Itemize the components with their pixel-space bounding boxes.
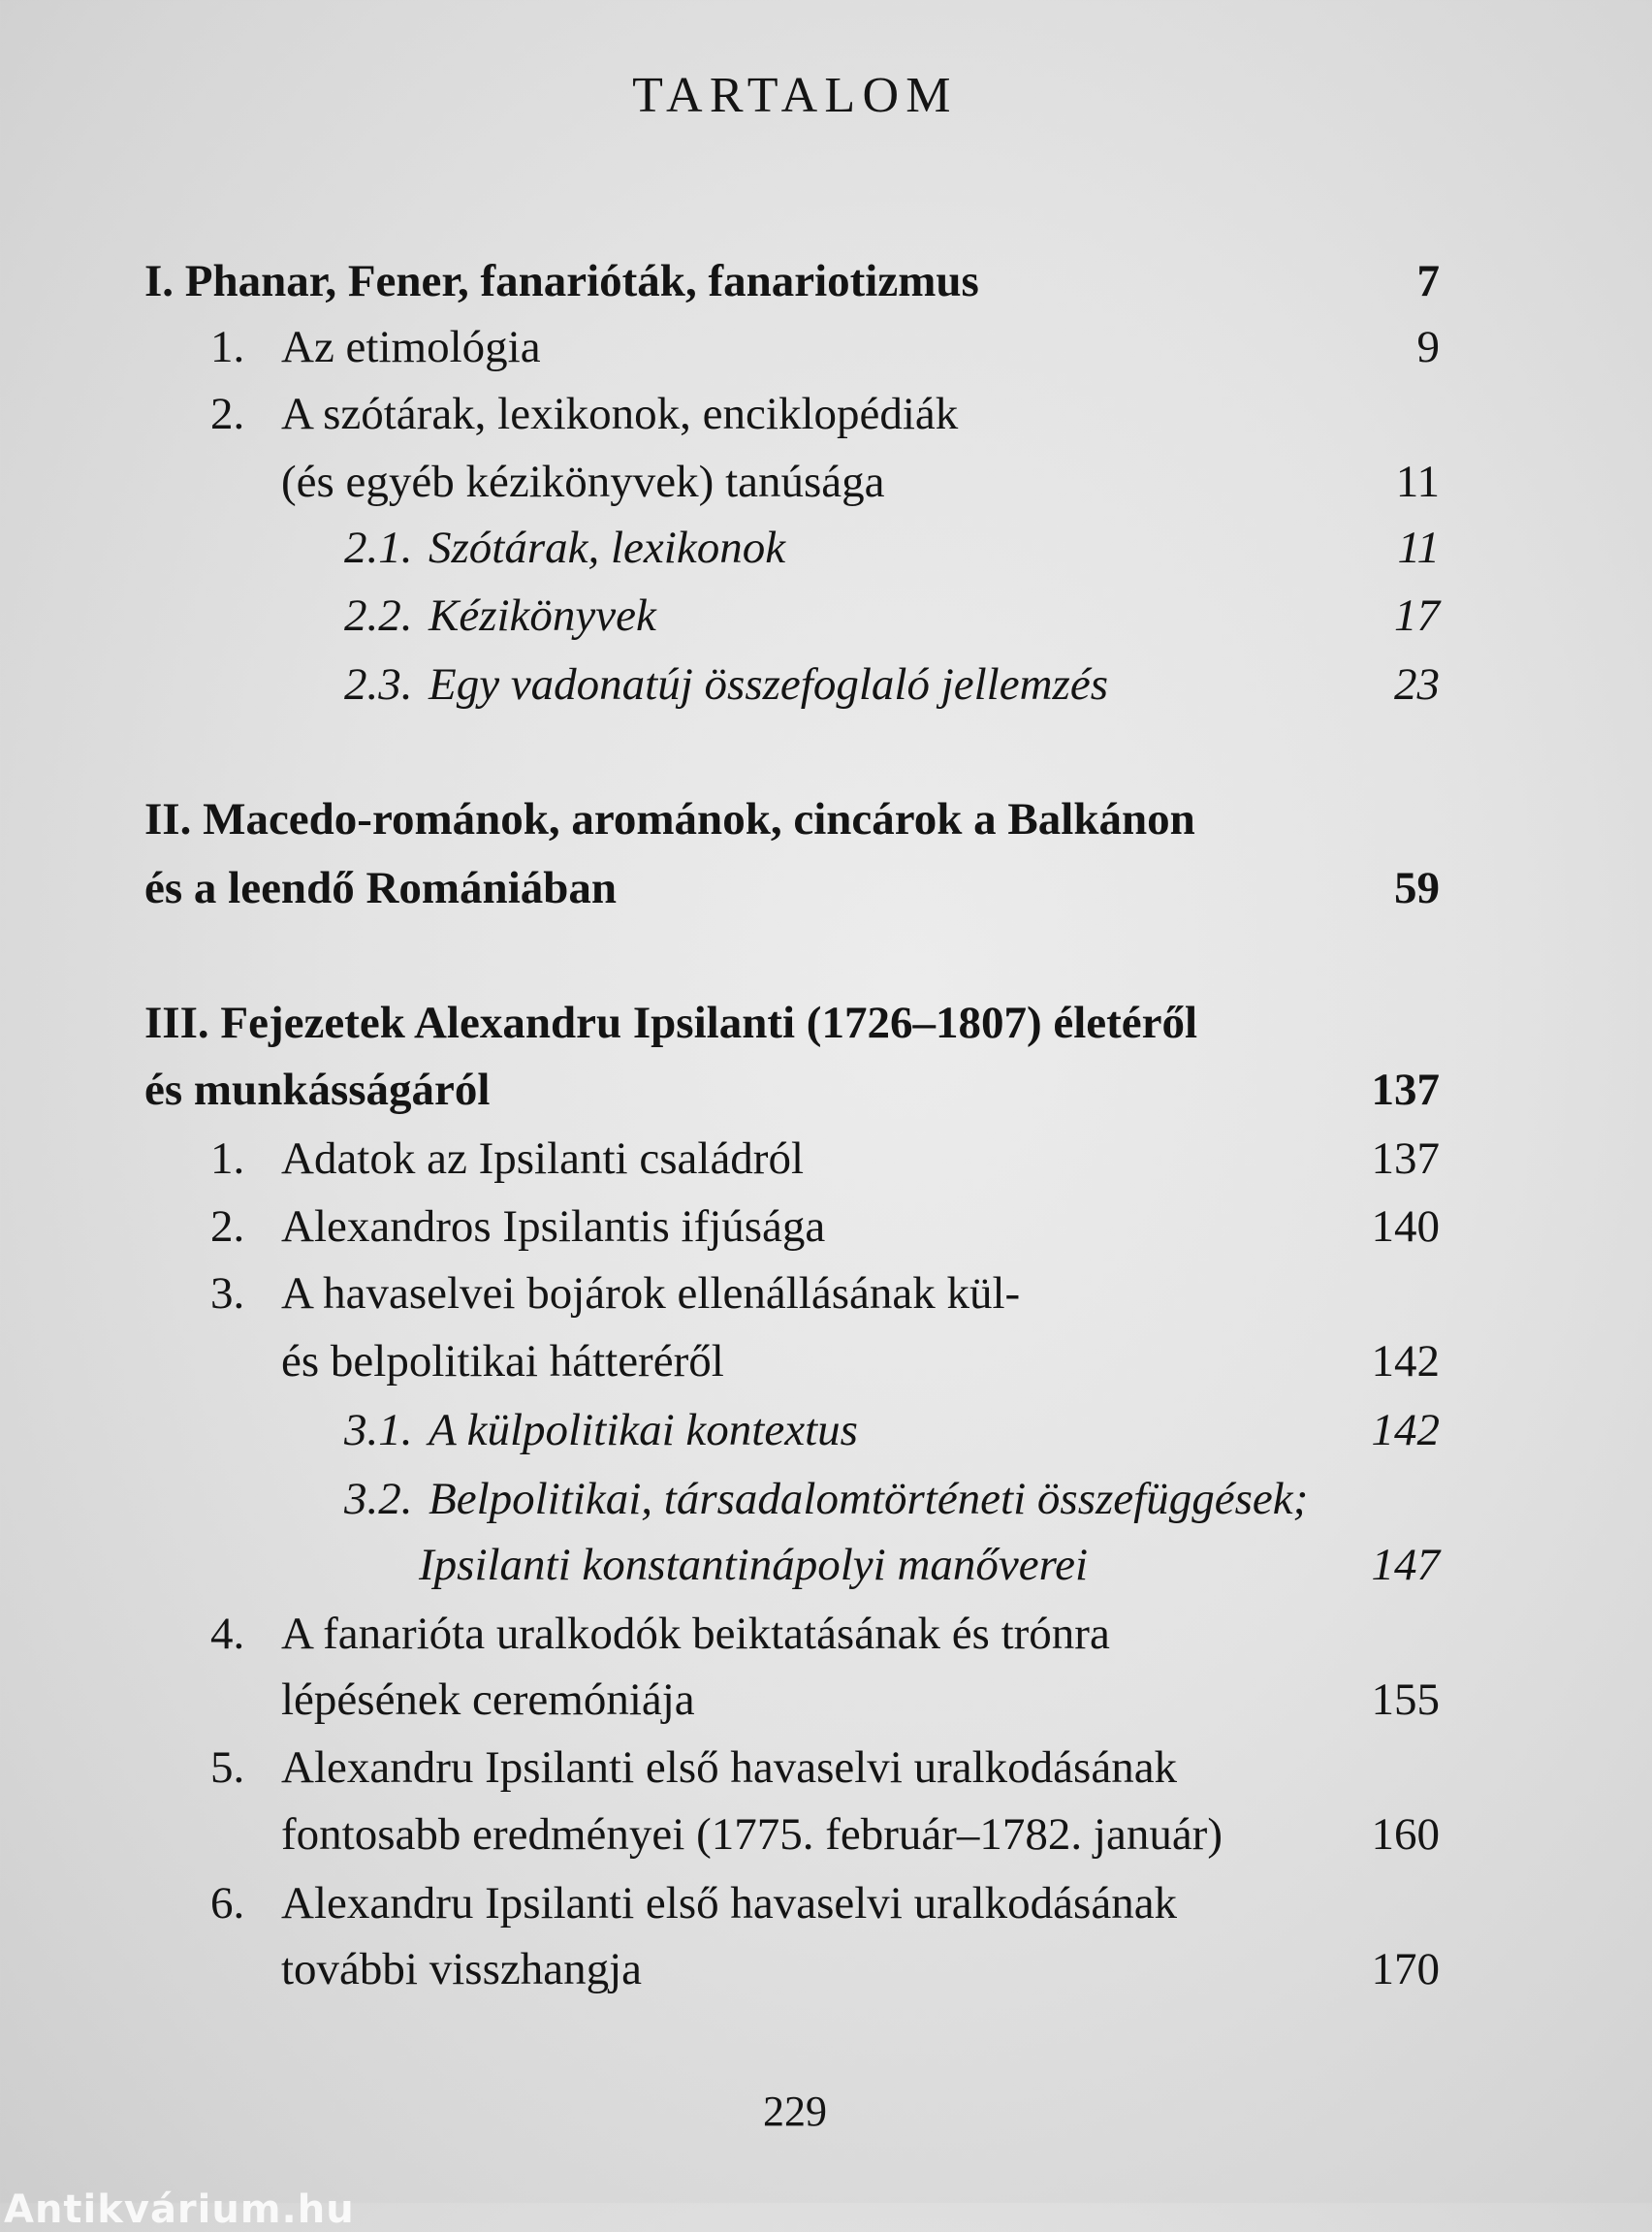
entry-title: (és egyéb kézikönyvek) tanúsága: [281, 457, 885, 507]
entry-page: 7: [1416, 256, 1440, 306]
toc-subentry: [0, 651, 1652, 718]
toc-entry: [0, 1734, 1652, 1802]
entry-title: Alexandru Ipsilanti első havaselvi uralkodásának: [281, 1878, 1178, 1929]
toc-entry: [0, 380, 1652, 448]
entry-number: 2.: [210, 1201, 245, 1252]
toc-entry-continuation: [0, 854, 1652, 922]
entry-page: 170: [1371, 1944, 1440, 1994]
entry-page: 11: [1395, 457, 1440, 507]
entry-number: 2.3.: [344, 659, 413, 710]
entry-page: 147: [1371, 1540, 1440, 1590]
toc-entry-continuation: [0, 1666, 1652, 1734]
entry-number: 2.: [210, 389, 245, 439]
entry-title: II. Macedo-románok, arománok, cincárok a Balkánon: [144, 794, 1195, 845]
entry-title: Alexandros Ipsilantis ifjúsága: [281, 1201, 826, 1252]
watermark-text: Antikvárium.hu: [4, 2187, 355, 2232]
toc-entry-continuation: [0, 1935, 1652, 2003]
entry-title: Belpolitikai, társadalomtörténeti összefüggések;: [429, 1474, 1309, 1524]
entry-page: 11: [1397, 523, 1440, 573]
entry-title: Adatok az Ipsilanti családról: [281, 1133, 805, 1184]
entry-page: 142: [1371, 1336, 1440, 1387]
entry-page: 142: [1371, 1405, 1440, 1455]
entry-title: A szótárak, lexikonok, enciklopédiák: [281, 389, 959, 439]
entry-title: fontosabb eredményei (1775. február–1782. január): [281, 1809, 1223, 1860]
toc-subentry: [0, 582, 1652, 650]
entry-page: 160: [1371, 1809, 1440, 1860]
entry-page: 155: [1371, 1674, 1440, 1725]
entry-page: 140: [1371, 1201, 1440, 1252]
entry-title: III. Fejezetek Alexandru Ipsilanti (1726–1807) életéről: [144, 998, 1198, 1048]
toc-entry: [0, 989, 1652, 1057]
entry-title: Szótárak, lexikonok: [429, 523, 786, 573]
toc-subentry: [0, 514, 1652, 582]
toc-entry-continuation: [0, 1801, 1652, 1868]
toc-entry: [0, 785, 1652, 853]
entry-title: Kézikönyvek: [429, 590, 656, 641]
entry-page: 137: [1371, 1133, 1440, 1184]
entry-title: A külpolitikai kontextus: [429, 1405, 858, 1455]
page-number: 229: [763, 2088, 827, 2135]
entry-number: 6.: [210, 1878, 245, 1929]
toc-entry: [0, 1600, 1652, 1668]
toc-entry: [0, 1259, 1652, 1327]
entry-page: 59: [1394, 863, 1440, 913]
entry-number: 3.: [210, 1268, 245, 1319]
entry-title: további visszhangja: [281, 1944, 643, 1994]
entry-title: Egy vadonatúj összefoglaló jellemzés: [429, 659, 1108, 710]
toc-entry: [0, 1193, 1652, 1260]
entry-title: lépésének ceremóniája: [281, 1674, 695, 1725]
toc-subentry: [0, 1396, 1652, 1464]
toc-entry: [0, 247, 1652, 315]
page-title: TARTALOM: [632, 68, 958, 123]
entry-page: 137: [1371, 1065, 1440, 1115]
entry-number: 3.2.: [344, 1474, 413, 1524]
entry-title: A fanarióta uralkodók beiktatásának és trónra: [281, 1609, 1110, 1659]
entry-number: 4.: [210, 1609, 245, 1659]
entry-title: Az etimológia: [281, 322, 541, 372]
entry-title: I. Phanar, Fener, fanarióták, fanariotizmus: [144, 256, 979, 306]
entry-number: 1.: [210, 322, 245, 372]
entry-title: Ipsilanti konstantinápolyi manőverei: [419, 1540, 1089, 1590]
toc-entry-continuation: [0, 1327, 1652, 1395]
entry-number: 2.2.: [344, 590, 413, 641]
entry-number: 5.: [210, 1742, 245, 1793]
entry-title: A havaselvei bojárok ellenállásának kül-: [281, 1268, 1021, 1319]
entry-page: 17: [1394, 590, 1440, 641]
toc-entry: [0, 313, 1652, 381]
entry-number: 3.1.: [344, 1405, 413, 1455]
watermark: [0, 2185, 407, 2232]
toc-subentry: [0, 1465, 1652, 1533]
entry-page: 9: [1416, 322, 1440, 372]
entry-title: és a leendő Romániában: [144, 863, 618, 913]
entry-number: 1.: [210, 1133, 245, 1184]
toc-entry: [0, 1869, 1652, 1937]
toc-subentry-continuation: [0, 1531, 1652, 1599]
entry-title: és belpolitikai hátteréről: [281, 1336, 724, 1387]
entry-title: és munkásságáról: [144, 1065, 491, 1115]
toc-entry-continuation: [0, 1056, 1652, 1124]
toc-entry: [0, 1125, 1652, 1193]
entry-page: 23: [1394, 659, 1440, 710]
toc-entry-continuation: [0, 448, 1652, 516]
entry-title: Alexandru Ipsilanti első havaselvi uralkodásának: [281, 1742, 1178, 1793]
entry-number: 2.1.: [344, 523, 413, 573]
